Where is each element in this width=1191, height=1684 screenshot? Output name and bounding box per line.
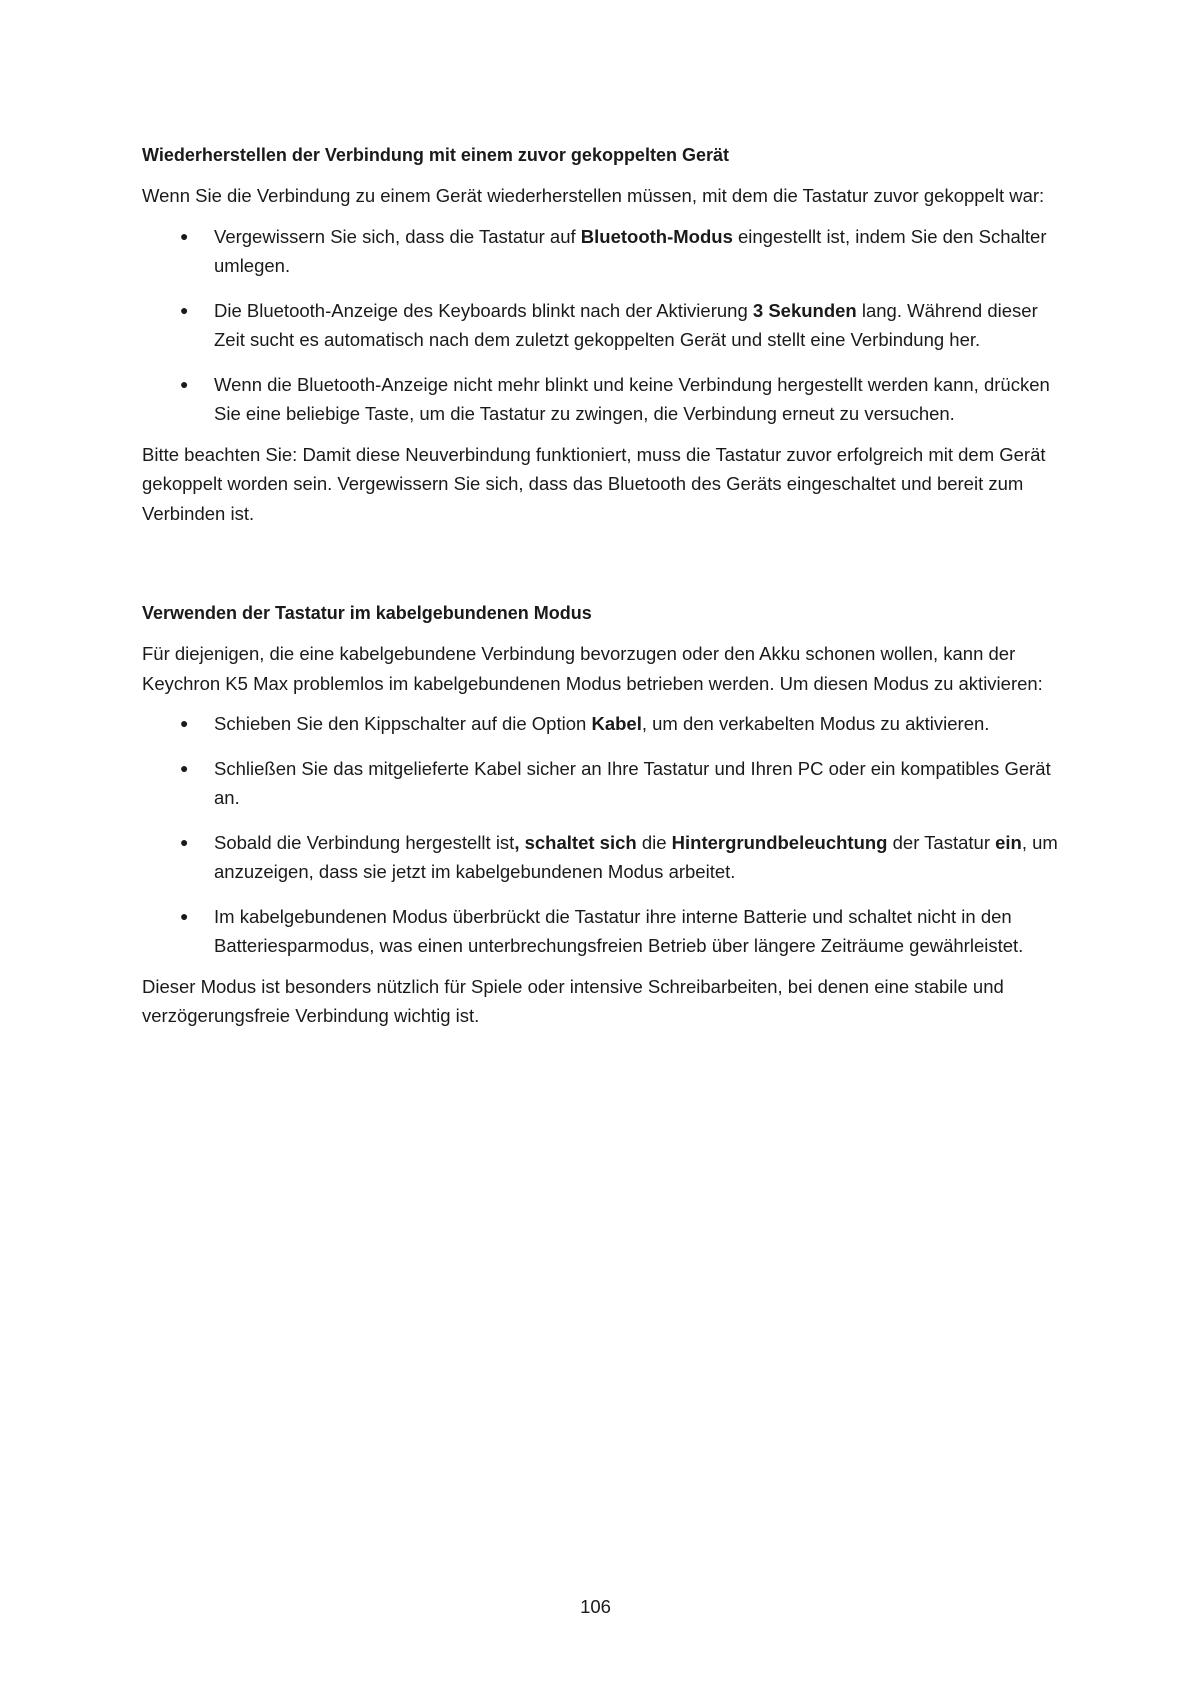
bullet-list-wired (142, 709, 1062, 961)
bullet-icon: ● (180, 759, 189, 776)
section-intro-reconnect: Wenn Sie die Verbindung zu einem Gerät wiederherstellen müssen, mit dem die Tastatur zuvor gekoppelt war: (142, 185, 1045, 206)
list-item: ● Sobald die Verbindung hergestellt ist, schaltet sich die Hintergrundbeleuchtung der Tastatur ein, um anzuzeigen, dass sie jetzt im kabelgebundenen Modus arbeitet. (142, 828, 1062, 887)
bullet-icon: ● (180, 227, 189, 244)
list-item: ● Schieben Sie den Kippschalter auf die Option Kabel, um den verkabelten Modus zu aktivieren. (142, 709, 1062, 739)
page-number: 106 (580, 1596, 611, 1617)
section-note-reconnect: Bitte beachten Sie: Damit diese Neuverbindung funktioniert, muss die Tastatur zuvor erfolgreich mit dem Gerät gekoppelt worden sein. Vergewissern Sie sich, dass das Bluetooth des Geräts eingeschaltet und bereit zum Verbinden ist. (142, 443, 1046, 524)
list-item: ● Wenn die Bluetooth-Anzeige nicht mehr blinkt und keine Verbindung hergestellt werden kann, drücken Sie eine beliebige Taste, um die Tastatur zu zwingen, die Verbindung erneut zu versuchen. (142, 370, 1062, 429)
bullet-icon: ● (180, 715, 189, 731)
section-spacer (142, 539, 1062, 599)
bullet-list-reconnect (142, 222, 1062, 429)
list-item: ● Die Bluetooth-Anzeige des Keyboards blinkt nach der Aktivierung 3 Sekunden lang. Während dieser Zeit sucht es automatisch nach dem zuletzt gekoppelten Gerät und stellt eine Verbindung her. (142, 296, 1062, 355)
bullet-icon: ● (180, 833, 189, 850)
section-intro-wired: Für diejenigen, die eine kabelgebundene Verbindung bevorzugen oder den Akku schonen wollen, kann der Keychron K5 Max problemlos im kabelgebundenen Modus betrieben werden. Um diesen Modus zu aktivieren: (142, 643, 1043, 694)
section-heading-wired: Verwenden der Tastatur im kabelgebundenen Modus (142, 603, 592, 623)
bullet-icon: ● (180, 301, 189, 318)
section-heading-reconnect: Wiederherstellen der Verbindung mit einem zuvor gekoppelten Gerät (142, 145, 729, 165)
page-content (142, 141, 1062, 1042)
section-outro-wired: Dieser Modus ist besonders nützlich für Spiele oder intensive Schreibarbeiten, bei denen eine stabile und verzögerungsfreie Verbindung wichtig ist. (142, 975, 1004, 1026)
bullet-icon: ● (180, 907, 189, 924)
list-item: ● Im kabelgebundenen Modus überbrückt die Tastatur ihre interne Batterie und schaltet nicht in den Batteriesparmodus, was einen unterbrechungsfreien Betrieb über längere Zeiträume gewährleistet. (142, 902, 1062, 961)
list-item: ● Schließen Sie das mitgelieferte Kabel sicher an Ihre Tastatur und Ihren PC oder ein kompatibles Gerät an. (142, 754, 1062, 813)
list-item: ● Vergewissern Sie sich, dass die Tastatur auf Bluetooth-Modus eingestellt ist, indem Sie den Schalter umlegen. (142, 222, 1062, 281)
bullet-icon: ● (180, 375, 189, 392)
